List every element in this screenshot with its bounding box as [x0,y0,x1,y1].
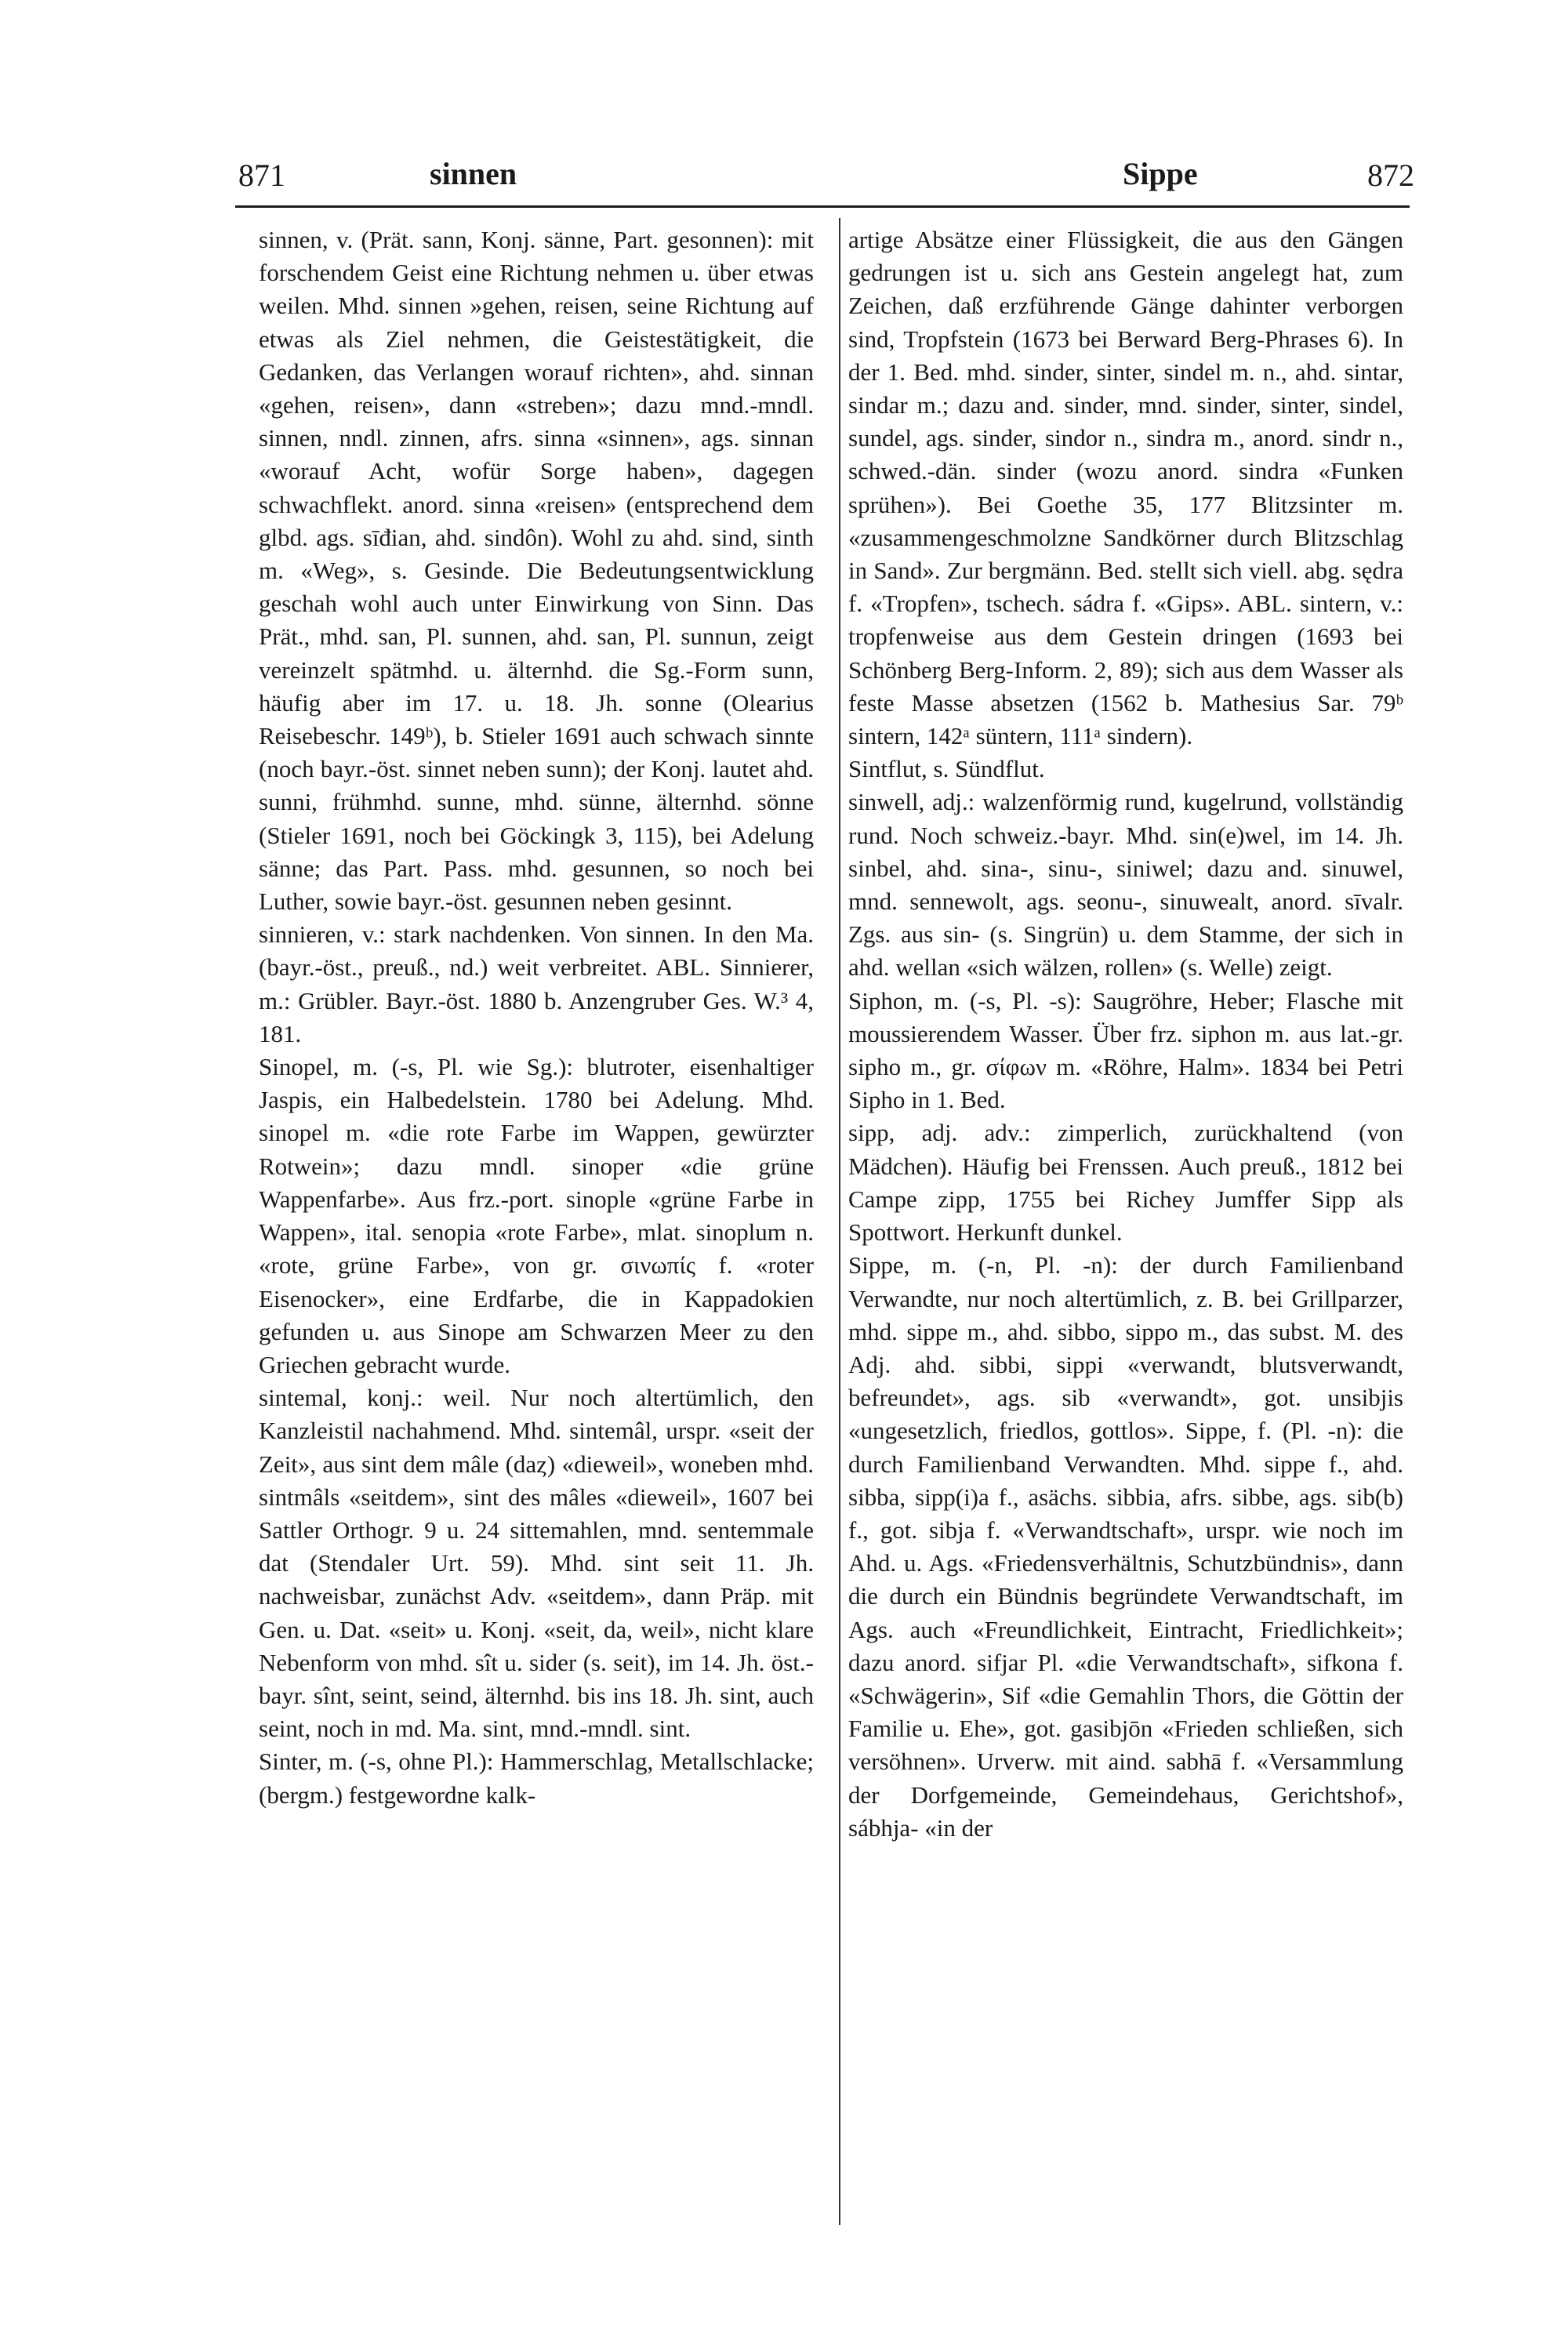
entry-sinnieren: sinnieren, v.: stark nachdenken. Von sinnen. In den Ma. (bayr.-öst., preuß., nd.) weit verbreitet. ABL. Sinnierer, m.: Grübler. Bayr.-öst. 1880 b. Anzengruber Ges. W.³ 4, 181. [259,920,814,1047]
entry-sinnen: sinnen, v. (Prät. sann, Konj. sänne, Part. gesonnen): mit forschendem Geist eine Richtung nehmen u. über etwas weilen. Mhd. sinnen »gehen, reisen, seine Richtung auf etwas als Ziel nehmen, die Geistestätigkeit, die Gedanken, das Verlangen worauf richten», ahd. sinnan «gehen, reisen», dann «streben»; dazu mnd.-mndl. sinnen, nndl. zinnen, afrs. sinna «sinnen», ags. sinnan «worauf Acht, wofür Sorge haben», dagegen schwachflekt. anord. sinna «reisen» (entsprechend dem glbd. ags. sīđian, ahd. sindôn). Wohl zu ahd. sind, sinth m. «Weg», s. Gesinde. Die Bedeutungsentwicklung geschah wohl auch unter Einwirkung von Sinn. Das Prät., mhd. san, Pl. sunnen, ahd. san, Pl. sunnun, zeigt vereinzelt spätmhd. u. älternhd. die Sg.-Form sunn, häufig aber im 17. u. 18. Jh. sonne (Olearius Reisebeschr. 149ᵇ), b. Stieler 1691 auch schwach sinnte (noch bayr.-öst. sinnet neben sunn); der Konj. lautet ahd. sunni, frühmhd. sunne, mhd. sünne, älternhd. sönne (Stieler 1691, noch bei Göckingk 3, 115), bei Adelung sänne; das Part. Pass. mhd. gesunnen, so noch bei Luther, sowie bayr.-öst. gesunnen neben gesinnt. [259,226,814,916]
entry-sintflut: Sintflut, s. Sündflut. [848,755,1045,783]
entry-siphon: Siphon, m. (-s, Pl. -s): Saugröhre, Heber; Flasche mit moussierendem Wasser. Über frz. siphon m. aus lat.-gr. sipho m., gr. σίφων m. «Röhre, Halm». 1834 bei Petri Sipho in 1. Bed. [848,986,1403,1114]
page-number-left: 871 [238,158,285,193]
page-number-right: 872 [1367,158,1414,193]
entry-sintemal: sintemal, konj.: weil. Nur noch altertümlich, den Kanzleistil nachahmend. Mhd. sintemâl, urspr. «seit der Zeit», aus sint dem mâle (daȥ) «dieweil», woneben mhd. sintmâls «seitdem», sint des mâles «dieweil», 1607 bei Sattler Orthogr. 9 u. 24 sittemahlen, mnd. sentemmale dat (Stendaler Urt. 59). Mhd. sint seit 11. Jh. nachweisbar, zunächst Adv. «seitdem», dann Präp. mit Gen. u. Dat. «seit» u. Konj. «seit, da, weil», nicht klare Nebenform von mhd. sît u. sider (s. seit), im 14. Jh. öst.-bayr. sînt, seint, seind, älternhd. bis ins 18. Jh. sint, auch seint, noch in md. Ma. sint, mnd.-mndl. sint. [259,1384,814,1743]
right-column [848,223,1403,1845]
running-head-right: Sippe [1123,156,1198,191]
entry-sipp: sipp, adj. adv.: zimperlich, zurückhaltend (von Mädchen). Häufig bei Frenssen. Auch preuß., 1812 bei Campe zipp, 1755 bei Richey Jumffer Sipp als Spottwort. Herkunft dunkel. [848,1119,1403,1247]
left-column [259,223,814,1812]
entry-sippe: Sippe, m. (-n, Pl. -n): der durch Familienband Verwandte, nur noch altertümlich, z. B. bei Grillparzer, mhd. sippe m., ahd. sibbo, sippo m., das subst. M. des Adj. ahd. sibbi, sippi «verwandt, blutsverwandt, befreundet», ags. sib «verwandt», got. unsibjis «ungesetzlich, friedlos, gottlos». Sippe, f. (Pl. -n): die durch Familienband Verwandten. Mhd. sippe f., ahd. sibba, sipp(i)a f., asächs. sibbia, afrs. sibbe, ags. sib(b) f., got. sibja f. «Verwandtschaft», urspr. wie noch im Ahd. u. Ags. «Friedensverhältnis, Schutzbündnis», dann die durch ein Bündnis begründete Verwandtschaft, im Ags. auch «Freundlichkeit, Eintracht, Friedlichkeit»; dazu anord. sifjar Pl. «die Verwandtschaft», sifkona f. «Schwägerin», Sif «die Gemahlin Thors, die Göttin der Familie u. Ehe», got. gasibjōn «Frieden schließen, sich versöhnen». Urverw. mit aind. sabhā f. «Versammlung der Dorfgemeinde, Gemeindehaus, Gerichtshof», sábhja- «in der [848,1251,1403,1842]
column-divider [839,218,840,2225]
entry-sinter-continued: artige Absätze einer Flüssigkeit, die aus den Gängen gedrungen ist u. sich ans Gestein angelegt hat, zum Zeichen, daß erzführende Gänge dahinter verborgen sind, Tropfstein (1673 bei Berward Berg-Phrases 6). In der 1. Bed. mhd. sinder, sinter, sindel m. n., ahd. sintar, sindar m.; dazu and. sinder, mnd. sinder, sinter, sindel, sundel, ags. sinder, sindor n., sindra m., anord. sindr n., schwed.-dän. sinder (wozu anord. sindra «Funken sprühen»). Bei Goethe 35, 177 Blitzsinter m. «zusammengeschmolzne Sandkörner durch Blitzschlag in Sand». Zur bergmänn. Bed. stellt sich viell. abg. sędra f. «Tropfen», tschech. sádra f. «Gips». ABL. sintern, v.: tropfenweise aus dem Gestein dringen (1693 bei Schönberg Berg-Inform. 2, 89); sich aus dem Wasser als feste Masse absetzen (1562 b. Mathesius Sar. 79ᵇ sintern, 142ᵃ süntern, 111ᵃ sindern). [848,226,1403,750]
entry-sinter: Sinter, m. (-s, ohne Pl.): Hammerschlag, Metallschlacke; (bergm.) festgewordne kalk- [259,1748,814,1809]
running-head-left: sinnen [430,156,517,191]
entry-sinopel: Sinopel, m. (-s, Pl. wie Sg.): blutroter, eisenhaltiger Jaspis, ein Halbedelstein. 1780 bei Adelung. Mhd. sinopel m. «die rote Farbe im Wappen, gewürzter Rotwein»; dazu mndl. sinoper «die grüne Wappenfarbe». Aus frz.-port. sinople «grüne Farbe in Wappen», ital. senopia «rote Farbe», mlat. sinoplum n. «rote, grüne Farbe», von gr. σινωπίς f. «roter Eisenocker», eine Erdfarbe, die in Kappadokien gefunden u. aus Sinope am Schwarzen Meer zu den Griechen gebracht wurde. [259,1053,814,1378]
entry-sinwell: sinwell, adj.: walzenförmig rund, kugelrund, vollständig rund. Noch schweiz.-bayr. Mhd. sin(e)wel, im 14. Jh. sinbel, ahd. sina-, sinu-, siniwel; dazu and. sinuwel, mnd. sennewolt, ags. seonu-, sinuwealt, anord. sīvalr. Zgs. aus sin- (s. Singrün) u. dem Stamme, der sich in ahd. wellan «sich wälzen, rollen» (s. Welle) zeigt. [848,788,1403,982]
header-rule [235,205,1410,208]
